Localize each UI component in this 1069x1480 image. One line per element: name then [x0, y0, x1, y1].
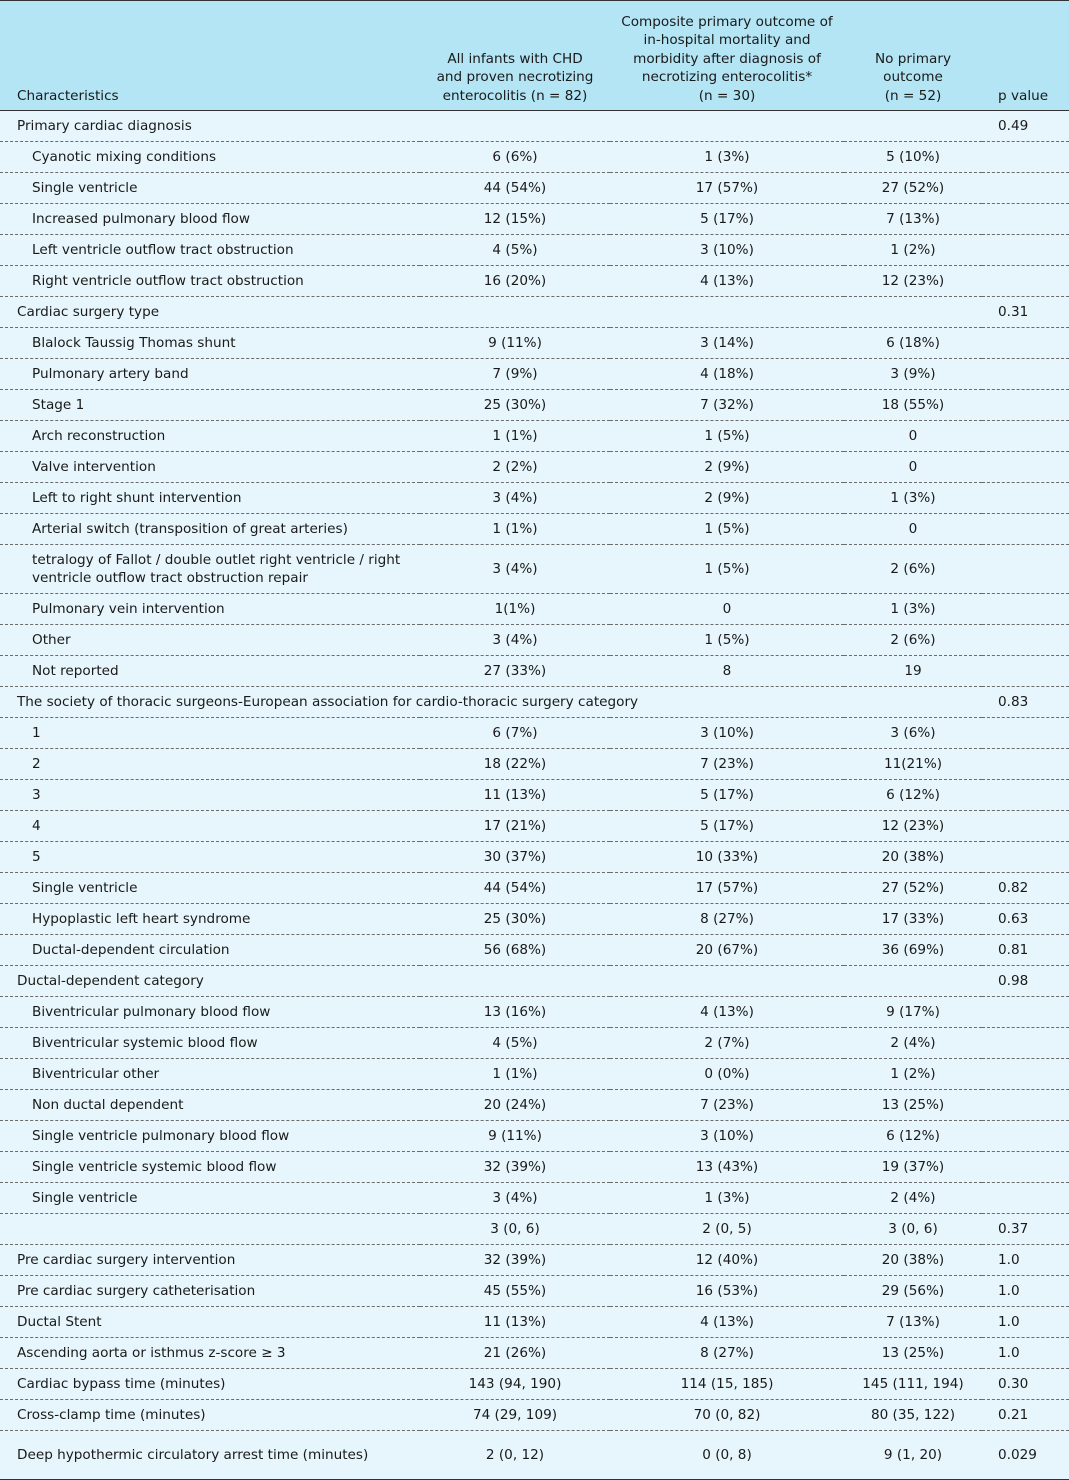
composite-outcome-cell: 3 (10%)	[610, 235, 844, 266]
composite-outcome-cell: 4 (13%)	[610, 997, 844, 1028]
table-row	[0, 1028, 1069, 1059]
no-outcome-cell: 2 (4%)	[844, 1028, 982, 1059]
p-value-cell: 0.63	[982, 904, 1069, 935]
p-value-cell	[982, 483, 1069, 514]
table-row	[0, 1307, 1069, 1338]
all-infants-cell: 3 (4%)	[420, 483, 610, 514]
all-infants-cell: 9 (11%)	[420, 328, 610, 359]
table-row	[0, 1245, 1069, 1276]
composite-outcome-cell: 1 (3%)	[610, 142, 844, 173]
all-infants-cell: 20 (24%)	[420, 1090, 610, 1121]
header-no-outcome: No primary outcome (n = 52)	[844, 1, 982, 111]
table-row	[0, 811, 1069, 842]
p-value-cell	[982, 421, 1069, 452]
table-row	[0, 873, 1069, 904]
composite-outcome-cell: 7 (23%)	[610, 749, 844, 780]
composite-outcome-cell	[610, 111, 844, 142]
p-value-cell: 1.0	[982, 1338, 1069, 1369]
p-value-cell: 0.029	[982, 1431, 1069, 1480]
all-infants-cell: 1 (1%)	[420, 514, 610, 545]
row-label: 5	[0, 842, 420, 873]
all-infants-cell	[420, 297, 610, 328]
row-label: Deep hypothermic circulatory arrest time (minutes)	[0, 1431, 420, 1480]
all-infants-cell: 25 (30%)	[420, 390, 610, 421]
no-outcome-cell	[844, 297, 982, 328]
no-outcome-cell: 11(21%)	[844, 749, 982, 780]
composite-outcome-cell: 4 (13%)	[610, 266, 844, 297]
no-outcome-cell: 1 (3%)	[844, 483, 982, 514]
table-header	[0, 1, 1069, 111]
composite-outcome-cell: 2 (9%)	[610, 483, 844, 514]
all-infants-cell: 7 (9%)	[420, 359, 610, 390]
all-infants-cell: 45 (55%)	[420, 1276, 610, 1307]
all-infants-cell: 2 (0, 12)	[420, 1431, 610, 1480]
table-row	[0, 1152, 1069, 1183]
table-row	[0, 594, 1069, 625]
composite-outcome-cell: 3 (10%)	[610, 718, 844, 749]
table-row	[0, 1214, 1069, 1245]
row-label: 3	[0, 780, 420, 811]
all-infants-cell: 6 (6%)	[420, 142, 610, 173]
header-all-infants: All infants with CHD and proven necrotizing enterocolitis (n = 82)	[420, 1, 610, 111]
composite-outcome-cell: 0 (0, 8)	[610, 1431, 844, 1480]
table-row	[0, 780, 1069, 811]
p-value-cell	[982, 1152, 1069, 1183]
all-infants-cell: 16 (20%)	[420, 266, 610, 297]
table-row	[0, 452, 1069, 483]
p-value-cell	[982, 1183, 1069, 1214]
table-row	[0, 1369, 1069, 1400]
composite-outcome-cell	[610, 297, 844, 328]
table-row	[0, 1400, 1069, 1431]
all-infants-cell: 12 (15%)	[420, 204, 610, 235]
p-value-cell	[982, 749, 1069, 780]
p-value-cell: 0.30	[982, 1369, 1069, 1400]
p-value-cell	[982, 594, 1069, 625]
p-value-cell	[982, 235, 1069, 266]
row-label: Single ventricle pulmonary blood flow	[0, 1121, 420, 1152]
p-value-cell	[982, 1121, 1069, 1152]
row-label: Pulmonary vein intervention	[0, 594, 420, 625]
p-value-cell	[982, 842, 1069, 873]
row-label: Pre cardiac surgery intervention	[0, 1245, 420, 1276]
table-row	[0, 718, 1069, 749]
all-infants-cell: 2 (2%)	[420, 452, 610, 483]
no-outcome-cell: 36 (69%)	[844, 935, 982, 966]
table-row	[0, 483, 1069, 514]
all-infants-cell: 27 (33%)	[420, 656, 610, 687]
table-row	[0, 997, 1069, 1028]
header-composite-outcome: Composite primary outcome of in-hospital mortality and morbidity after diagnosis of necrotizing enterocolitis* (n = 30)	[610, 1, 844, 111]
table-row	[0, 235, 1069, 266]
no-outcome-cell: 1 (2%)	[844, 235, 982, 266]
table-row	[0, 904, 1069, 935]
p-value-cell	[982, 780, 1069, 811]
no-outcome-cell: 2 (6%)	[844, 545, 982, 594]
header-characteristics: Characteristics	[0, 1, 420, 111]
all-infants-cell: 11 (13%)	[420, 1307, 610, 1338]
no-outcome-cell: 1 (2%)	[844, 1059, 982, 1090]
row-label: Blalock Taussig Thomas shunt	[0, 328, 420, 359]
no-outcome-cell: 12 (23%)	[844, 811, 982, 842]
row-label: Other	[0, 625, 420, 656]
no-outcome-cell: 27 (52%)	[844, 873, 982, 904]
row-label: Single ventricle	[0, 173, 420, 204]
composite-outcome-cell: 3 (10%)	[610, 1121, 844, 1152]
all-infants-cell: 3 (0, 6)	[420, 1214, 610, 1245]
no-outcome-cell: 3 (0, 6)	[844, 1214, 982, 1245]
no-outcome-cell: 2 (6%)	[844, 625, 982, 656]
table-row	[0, 359, 1069, 390]
no-outcome-cell: 12 (23%)	[844, 266, 982, 297]
no-outcome-cell: 17 (33%)	[844, 904, 982, 935]
all-infants-cell: 30 (37%)	[420, 842, 610, 873]
row-label: Single ventricle systemic blood flow	[0, 1152, 420, 1183]
no-outcome-cell: 7 (13%)	[844, 1307, 982, 1338]
table-row	[0, 297, 1069, 328]
p-value-cell	[982, 656, 1069, 687]
p-value-cell: 1.0	[982, 1307, 1069, 1338]
p-value-cell: 0.49	[982, 111, 1069, 142]
row-label: 2	[0, 749, 420, 780]
no-outcome-cell: 3 (6%)	[844, 718, 982, 749]
p-value-cell: 0.21	[982, 1400, 1069, 1431]
table-row	[0, 1121, 1069, 1152]
row-label: Stage 1	[0, 390, 420, 421]
no-outcome-cell	[844, 966, 982, 997]
composite-outcome-cell: 1 (5%)	[610, 625, 844, 656]
row-label: 1	[0, 718, 420, 749]
table-row	[0, 1276, 1069, 1307]
p-value-cell	[982, 514, 1069, 545]
composite-outcome-cell	[610, 966, 844, 997]
no-outcome-cell: 6 (12%)	[844, 1121, 982, 1152]
table-row	[0, 514, 1069, 545]
row-label: Single ventricle	[0, 873, 420, 904]
table-row	[0, 966, 1069, 997]
row-label: Arch reconstruction	[0, 421, 420, 452]
table-row	[0, 1183, 1069, 1214]
row-label: Biventricular systemic blood flow	[0, 1028, 420, 1059]
row-label: tetralogy of Fallot / double outlet right ventricle / right ventricle outflow tract obstruction repair	[0, 545, 420, 594]
table-row	[0, 749, 1069, 780]
no-outcome-cell: 20 (38%)	[844, 1245, 982, 1276]
p-value-cell	[982, 266, 1069, 297]
table-row	[0, 173, 1069, 204]
no-outcome-cell: 19 (37%)	[844, 1152, 982, 1183]
all-infants-cell	[420, 966, 610, 997]
composite-outcome-cell: 0 (0%)	[610, 1059, 844, 1090]
table-body	[0, 111, 1069, 1480]
all-infants-cell: 44 (54%)	[420, 873, 610, 904]
table-row	[0, 687, 1069, 718]
all-infants-cell: 4 (5%)	[420, 235, 610, 266]
table-row	[0, 1338, 1069, 1369]
all-infants-cell: 3 (4%)	[420, 545, 610, 594]
no-outcome-cell: 9 (1, 20)	[844, 1431, 982, 1480]
p-value-cell	[982, 390, 1069, 421]
row-label: Primary cardiac diagnosis	[0, 111, 420, 142]
p-value-cell	[982, 142, 1069, 173]
composite-outcome-cell: 17 (57%)	[610, 873, 844, 904]
composite-outcome-cell: 5 (17%)	[610, 811, 844, 842]
table-row	[0, 266, 1069, 297]
all-infants-cell: 4 (5%)	[420, 1028, 610, 1059]
table-row	[0, 545, 1069, 594]
no-outcome-cell: 13 (25%)	[844, 1338, 982, 1369]
composite-outcome-cell: 5 (17%)	[610, 780, 844, 811]
row-label: Biventricular pulmonary blood flow	[0, 997, 420, 1028]
composite-outcome-cell: 10 (33%)	[610, 842, 844, 873]
no-outcome-cell: 7 (13%)	[844, 204, 982, 235]
no-outcome-cell: 80 (35, 122)	[844, 1400, 982, 1431]
row-label: Increased pulmonary blood flow	[0, 204, 420, 235]
header-row	[0, 1, 1069, 111]
p-value-cell: 0.98	[982, 966, 1069, 997]
all-infants-cell	[420, 111, 610, 142]
composite-outcome-cell: 8 (27%)	[610, 1338, 844, 1369]
row-label: Pre cardiac surgery catheterisation	[0, 1276, 420, 1307]
all-infants-cell: 25 (30%)	[420, 904, 610, 935]
no-outcome-cell: 20 (38%)	[844, 842, 982, 873]
all-infants-cell: 13 (16%)	[420, 997, 610, 1028]
all-infants-cell: 143 (94, 190)	[420, 1369, 610, 1400]
no-outcome-cell: 0	[844, 421, 982, 452]
composite-outcome-cell: 8	[610, 656, 844, 687]
row-label: The society of thoracic surgeons-European association for cardio-thoracic surgery category	[0, 687, 982, 718]
table-row	[0, 1059, 1069, 1090]
all-infants-cell: 1 (1%)	[420, 1059, 610, 1090]
no-outcome-cell: 27 (52%)	[844, 173, 982, 204]
p-value-cell	[982, 811, 1069, 842]
row-label: Arterial switch (transposition of great arteries)	[0, 514, 420, 545]
no-outcome-cell: 0	[844, 452, 982, 483]
p-value-cell	[982, 625, 1069, 656]
composite-outcome-cell: 1 (5%)	[610, 514, 844, 545]
p-value-cell	[982, 173, 1069, 204]
all-infants-cell: 17 (21%)	[420, 811, 610, 842]
p-value-cell	[982, 1028, 1069, 1059]
p-value-cell: 0.37	[982, 1214, 1069, 1245]
all-infants-cell: 74 (29, 109)	[420, 1400, 610, 1431]
composite-outcome-cell: 17 (57%)	[610, 173, 844, 204]
row-label: Biventricular other	[0, 1059, 420, 1090]
table-row	[0, 328, 1069, 359]
composite-outcome-cell: 13 (43%)	[610, 1152, 844, 1183]
p-value-cell: 1.0	[982, 1276, 1069, 1307]
composite-outcome-cell: 70 (0, 82)	[610, 1400, 844, 1431]
row-label: Ductal-dependent circulation	[0, 935, 420, 966]
row-label: Hypoplastic left heart syndrome	[0, 904, 420, 935]
row-label: Non ductal dependent	[0, 1090, 420, 1121]
p-value-cell: 0.83	[982, 687, 1069, 718]
row-label: Not reported	[0, 656, 420, 687]
no-outcome-cell: 6 (12%)	[844, 780, 982, 811]
p-value-cell: 0.81	[982, 935, 1069, 966]
all-infants-cell: 1(1%)	[420, 594, 610, 625]
row-label: Cardiac bypass time (minutes)	[0, 1369, 420, 1400]
table-row	[0, 1431, 1069, 1480]
composite-outcome-cell: 12 (40%)	[610, 1245, 844, 1276]
composite-outcome-cell: 0	[610, 594, 844, 625]
table-row	[0, 625, 1069, 656]
composite-outcome-cell: 2 (0, 5)	[610, 1214, 844, 1245]
p-value-cell: 1.0	[982, 1245, 1069, 1276]
no-outcome-cell: 2 (4%)	[844, 1183, 982, 1214]
composite-outcome-cell: 5 (17%)	[610, 204, 844, 235]
header-p-value: p value	[982, 1, 1069, 111]
composite-outcome-cell: 1 (5%)	[610, 545, 844, 594]
no-outcome-cell: 1 (3%)	[844, 594, 982, 625]
p-value-cell	[982, 452, 1069, 483]
all-infants-cell: 56 (68%)	[420, 935, 610, 966]
table-row	[0, 656, 1069, 687]
all-infants-cell: 3 (4%)	[420, 1183, 610, 1214]
all-infants-cell: 21 (26%)	[420, 1338, 610, 1369]
all-infants-cell: 32 (39%)	[420, 1152, 610, 1183]
all-infants-cell: 11 (13%)	[420, 780, 610, 811]
composite-outcome-cell: 7 (23%)	[610, 1090, 844, 1121]
row-label: Ductal-dependent category	[0, 966, 420, 997]
composite-outcome-cell: 2 (9%)	[610, 452, 844, 483]
row-label: Left to right shunt intervention	[0, 483, 420, 514]
composite-outcome-cell: 4 (18%)	[610, 359, 844, 390]
p-value-cell	[982, 204, 1069, 235]
no-outcome-cell: 9 (17%)	[844, 997, 982, 1028]
no-outcome-cell	[844, 111, 982, 142]
table-row	[0, 935, 1069, 966]
composite-outcome-cell: 114 (15, 185)	[610, 1369, 844, 1400]
composite-outcome-cell: 16 (53%)	[610, 1276, 844, 1307]
table-row	[0, 204, 1069, 235]
no-outcome-cell: 3 (9%)	[844, 359, 982, 390]
no-outcome-cell: 6 (18%)	[844, 328, 982, 359]
p-value-cell	[982, 718, 1069, 749]
table-row	[0, 111, 1069, 142]
composite-outcome-cell: 4 (13%)	[610, 1307, 844, 1338]
composite-outcome-cell: 3 (14%)	[610, 328, 844, 359]
all-infants-cell: 18 (22%)	[420, 749, 610, 780]
no-outcome-cell: 18 (55%)	[844, 390, 982, 421]
row-label: Left ventricle outflow tract obstruction	[0, 235, 420, 266]
row-label: 4	[0, 811, 420, 842]
p-value-cell: 0.31	[982, 297, 1069, 328]
composite-outcome-cell: 2 (7%)	[610, 1028, 844, 1059]
p-value-cell	[982, 1090, 1069, 1121]
row-label: Ductal Stent	[0, 1307, 420, 1338]
table-row	[0, 142, 1069, 173]
composite-outcome-cell: 8 (27%)	[610, 904, 844, 935]
row-label: Single ventricle	[0, 1183, 420, 1214]
all-infants-cell: 1 (1%)	[420, 421, 610, 452]
p-value-cell	[982, 545, 1069, 594]
row-label: Ascending aorta or isthmus z-score ≥ 3	[0, 1338, 420, 1369]
composite-outcome-cell: 7 (32%)	[610, 390, 844, 421]
row-label	[0, 1214, 420, 1245]
row-label: Cardiac surgery type	[0, 297, 420, 328]
table-row	[0, 1090, 1069, 1121]
p-value-cell	[982, 997, 1069, 1028]
row-label: Valve intervention	[0, 452, 420, 483]
row-label: Cross-clamp time (minutes)	[0, 1400, 420, 1431]
no-outcome-cell: 145 (111, 194)	[844, 1369, 982, 1400]
no-outcome-cell: 19	[844, 656, 982, 687]
composite-outcome-cell: 20 (67%)	[610, 935, 844, 966]
all-infants-cell: 3 (4%)	[420, 625, 610, 656]
composite-outcome-cell: 1 (3%)	[610, 1183, 844, 1214]
no-outcome-cell: 5 (10%)	[844, 142, 982, 173]
table-row	[0, 421, 1069, 452]
row-label: Pulmonary artery band	[0, 359, 420, 390]
all-infants-cell: 9 (11%)	[420, 1121, 610, 1152]
row-label: Cyanotic mixing conditions	[0, 142, 420, 173]
no-outcome-cell: 0	[844, 514, 982, 545]
no-outcome-cell: 13 (25%)	[844, 1090, 982, 1121]
all-infants-cell: 44 (54%)	[420, 173, 610, 204]
no-outcome-cell: 29 (56%)	[844, 1276, 982, 1307]
composite-outcome-cell: 1 (5%)	[610, 421, 844, 452]
all-infants-cell: 6 (7%)	[420, 718, 610, 749]
p-value-cell	[982, 328, 1069, 359]
table-row	[0, 842, 1069, 873]
p-value-cell	[982, 359, 1069, 390]
row-label: Right ventricle outflow tract obstruction	[0, 266, 420, 297]
table-row	[0, 390, 1069, 421]
all-infants-cell: 32 (39%)	[420, 1245, 610, 1276]
p-value-cell: 0.82	[982, 873, 1069, 904]
p-value-cell	[982, 1059, 1069, 1090]
